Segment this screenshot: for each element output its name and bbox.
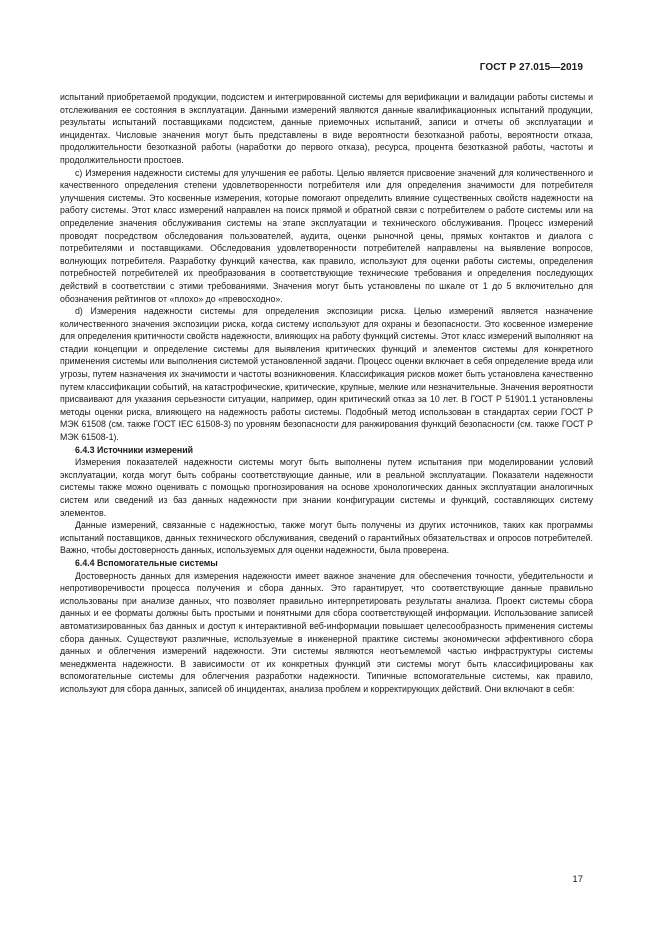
paragraph: Данные измерений, связанные с надежностью, также могут быть получены из других источников, таких как программы испытаний поставщиков, данных технического обслуживания, сведений о гарантийных обязательствах и опросов потребителей. Важно, чтобы достоверность данных, используемых для оценки надежности, была проверена.: [60, 520, 593, 556]
paragraph: Измерения показателей надежности системы могут быть выполнены путем испытания при моделировании условий эксплуатации, когда могут быть собраны соответствующие данные, или в реальной эксплуатации. Показатели надежности системы также можно оценивать с помощью прогнозирования на основе хронологических данных эксплуатации аналогичных систем или сведений из баз данных надежности при знании конфигурации системы и функций, составляющих систему элементов.: [60, 457, 593, 518]
section-heading: 6.4.4 Вспомогательные системы: [75, 557, 218, 568]
document-id-header: ГОСТ Р 27.015—2019: [479, 62, 583, 73]
section-heading: 6.4.3 Источники измерений: [75, 444, 194, 455]
paragraph: Достоверность данных для измерения надежности имеет важное значение для обеспечения точности, убедительности и непротиворечивости процесса получения и сбора данных. Это гарантирует, что соответствующие данные правильно использованы при анализе данных, что позволяет правильно интерпретировать результаты анализа. Проект системы сбора данных и ее форматы должны быть простыми и понятными для сбора соответствующей информации. Использование записей автоматизированных баз данных и доступ к интерактивной веб-информации повышает целесообразность применения системы сбора данных. Существуют различные, используемые в инженерной практике системы экономически эффективного сбора данных и облегчения измерений надежности. Эти системы являются неотъемлемой частью инфраструктуры системы менеджмента надежности. В зависимости от их конкретных функций эти системы могут быть классифицированы как вспомогательные системы для облегчения разработки надежности. Типичные вспомогательные системы, как правило, используют для сбора данных, записей об инцидентах, анализа проблем и корректирующих действий. Они включают в себя:: [60, 570, 593, 694]
paragraph: испытаний приобретаемой продукции, подсистем и интегрированной системы для верификации и валидации работы системы и отслеживания ее состояния в эксплуатации. Данными измерений являются данные квалификационных испытаний продукции, результаты испытаний поставщиками подсистем, данные приемочных испытаний, записи и отчеты об эксплуатации и инцидентах. Числовые значения могут быть представлены в виде вероятности безотказной работы, вероятности отказа, продолжительности безотказной работы (наработки до первого отказа), ресурса, процента безотказной работы, частоты и продолжительности простоев.: [60, 92, 593, 165]
page-number: 17: [572, 874, 583, 885]
document-body: [60, 91, 593, 696]
paragraph: c) Измерения надежности системы для улучшения ее работы. Целью является присвоение значений для количественного и качественного определения степени удовлетворенности потребителя или для определения значимости для потребителя улучшения системы. Это косвенные измерения, которые помогают определить влияние существенных свойств надежности на работу системы. Этот класс измерений направлен на поиск прямой и обратной связи с потребителем о работе системы или на определение значения обслуживания системы на этапе эксплуатации и технического обслуживания. Процесс измерений проводят посредством обследования пользователей, аудита, оценки рыночной цены, прямых контактов и диалога с потребителями и поставщиками. Обследования удовлетворенности потребителей направлены на выявление вопросов, волнующих потребителя. Разработку функций качества, как правило, используют для оценки работы системы, определения потребностей потребителей их преобразования в соответствующие технические требования и определения последующих действий в соответствии с этими требованиями. Значения могут быть установлены по шкале от 1 до 5 включительно для обозначения рейтингов от «плохо» до «превосходно».: [60, 167, 593, 304]
paragraph: d) Измерения надежности системы для определения экспозиции риска. Целью измерений является назначение количественного значения экспозиции риска, когда систему используют для охраны и безопасности. Это косвенное измерение для определения критичности свойств надежности, влияющих на работу функций системы. Этот класс измерений выполняют на стадии концепции и определение системы для выявления критических функций и элементов системы для конкретного применения системы или выполнения системой установленной задачи. Процесс оценки включает в себя определение вреда или угрозы, путем назначения их значимости и частоты возникновения. Классификация рисков может быть установлена качественно путем классификации событий, на катастрофические, критические, крупные, мелкие или незначительные. Значения вероятности присваивают для указания серьезности ситуации, например, один критический отказ за 10 лет. В ГОСТ Р 51901.1 установлены методы оценки риска, влияющего на надежность работы системы. Подобный метод использован в стандартах серии ГОСТ Р МЭК 61508 (см. также ГОСТ IEC 61508-3) по уровням безопасности для ранжирования функций безопасности (см. также ГОСТ Р МЭК 61508-1).: [60, 306, 593, 443]
